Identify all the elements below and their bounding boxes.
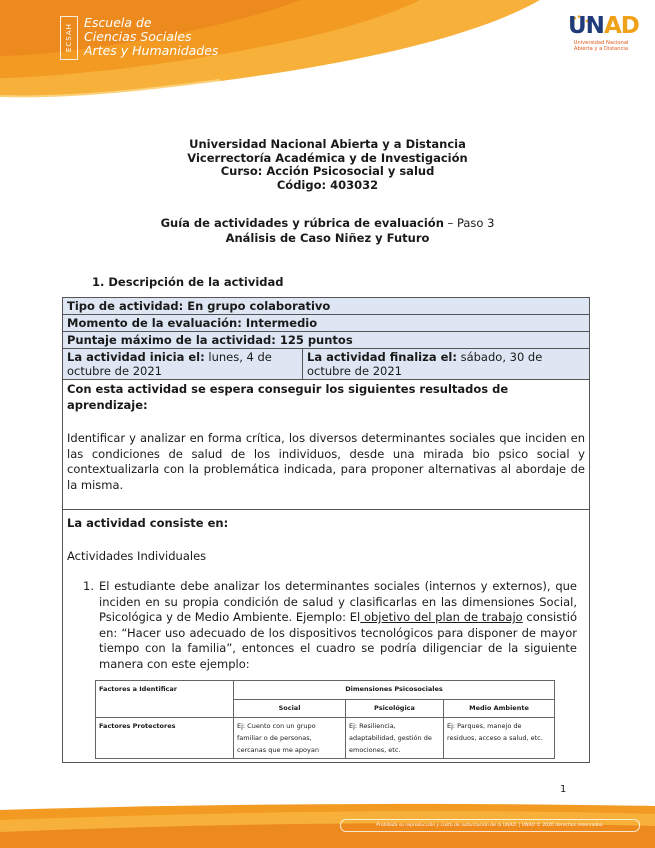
document-title-block	[0, 138, 655, 192]
guide-title-block	[0, 216, 655, 246]
unad-subtitle-1: Universidad Nacional	[573, 40, 629, 46]
example-table	[95, 680, 555, 759]
activity-type: Tipo de actividad: En grupo colaborativo	[63, 298, 589, 315]
vice-rectorate-title: Vicerrectoría Académica y de Investigación	[187, 150, 468, 165]
guide-step: – Paso 3	[443, 216, 495, 230]
max-score: Puntaje máximo de la actividad: 125 puntos	[63, 332, 589, 349]
course-code: Código: 403032	[276, 177, 379, 192]
psychological-cell: Ej: Resiliencia, adaptabilidad, gestión de emociones, etc.	[346, 718, 444, 759]
psychological-header: Psicológica	[346, 699, 444, 718]
activity-table	[62, 297, 590, 763]
case-title: Análisis de Caso Niñez y Futuro	[225, 231, 430, 245]
protective-factors-label: Factores Protectores	[96, 718, 234, 759]
unad-wordmark: UNAD	[568, 13, 639, 39]
social-header: Social	[234, 699, 346, 718]
school-line-3: Artes y Humanidades	[84, 43, 219, 58]
course-title: Curso: Acción Psicosocial y salud	[220, 164, 435, 178]
environment-header: Medio Ambiente	[444, 699, 555, 718]
header-banner	[0, 0, 655, 100]
activity-description-cell	[63, 514, 589, 762]
unad-subtitle-2: Abierta y a Distancia	[573, 46, 629, 52]
school-seal: ECSAH	[60, 16, 78, 60]
page-number: 1	[560, 784, 567, 795]
unad-logo	[568, 13, 639, 52]
school-logo	[60, 16, 218, 60]
guide-title: Guía de actividades y rúbrica de evaluación	[160, 216, 444, 230]
school-line-2: Ciencias Sociales	[84, 29, 192, 44]
footer-copyright-note: Prohibida su reproducción y costo de autorización de la UNAD. | UNAD © 2020 derechos reservados.	[340, 819, 640, 832]
activity-dates-row	[63, 349, 589, 380]
individual-activities-heading: Actividades Individuales	[67, 548, 207, 563]
learning-outcomes-cell	[63, 380, 589, 510]
end-date-cell: La actividad finaliza el: sábado, 30 de octubre de 2021	[307, 350, 543, 378]
outcomes-heading: Con esta actividad se espera conseguir los siguientes resultados de aprendizaje:	[67, 382, 509, 412]
dimensions-header: Dimensiones Psicosociales	[234, 681, 555, 700]
evaluation-moment: Momento de la evaluación: Intermedio	[63, 315, 589, 332]
outcomes-text: Identificar y analizar en forma crítica, los diversos determinantes sociales que inciden en las condiciones de salud de los individuos, desde una mirada bio psico social y contextualizarla con la problemática indicada, para proponer alternativas al abordaje de la misma.	[67, 431, 585, 492]
university-title: Universidad Nacional Abierta y a Distancia	[189, 137, 466, 151]
social-cell: Ej: Cuento con un grupo familiar o de personas, cercanas que me apoyan	[234, 718, 346, 759]
consists-heading: La actividad consiste en:	[67, 516, 229, 530]
environment-cell: Ej: Parques, manejo de residuos, acceso a salud, etc.	[444, 718, 555, 759]
list-item: 1. El estudiante debe analizar los determinantes sociales (internos y externos), que inciden en su propia condición de salud y clasificarlas en las dimensiones Social, Psicológica y de Medio Ambiente. Ejemplo: El objetivo del plan de trabajo consistió en: “Hacer uso adecuado de los dispositivos tecnológicos para disponer de mayor tiempo con la familia”, entonces el cuadro se podría diligenciar de la siguiente manera con este ejemplo:	[83, 579, 577, 671]
start-date-cell: La actividad inicia el: lunes, 4 de octubre de 2021	[63, 349, 303, 379]
factors-header: Factores a Identificar	[96, 681, 234, 718]
section-heading: 1. Descripción de la actividad	[92, 275, 284, 289]
school-line-1: Escuela de	[84, 15, 152, 30]
